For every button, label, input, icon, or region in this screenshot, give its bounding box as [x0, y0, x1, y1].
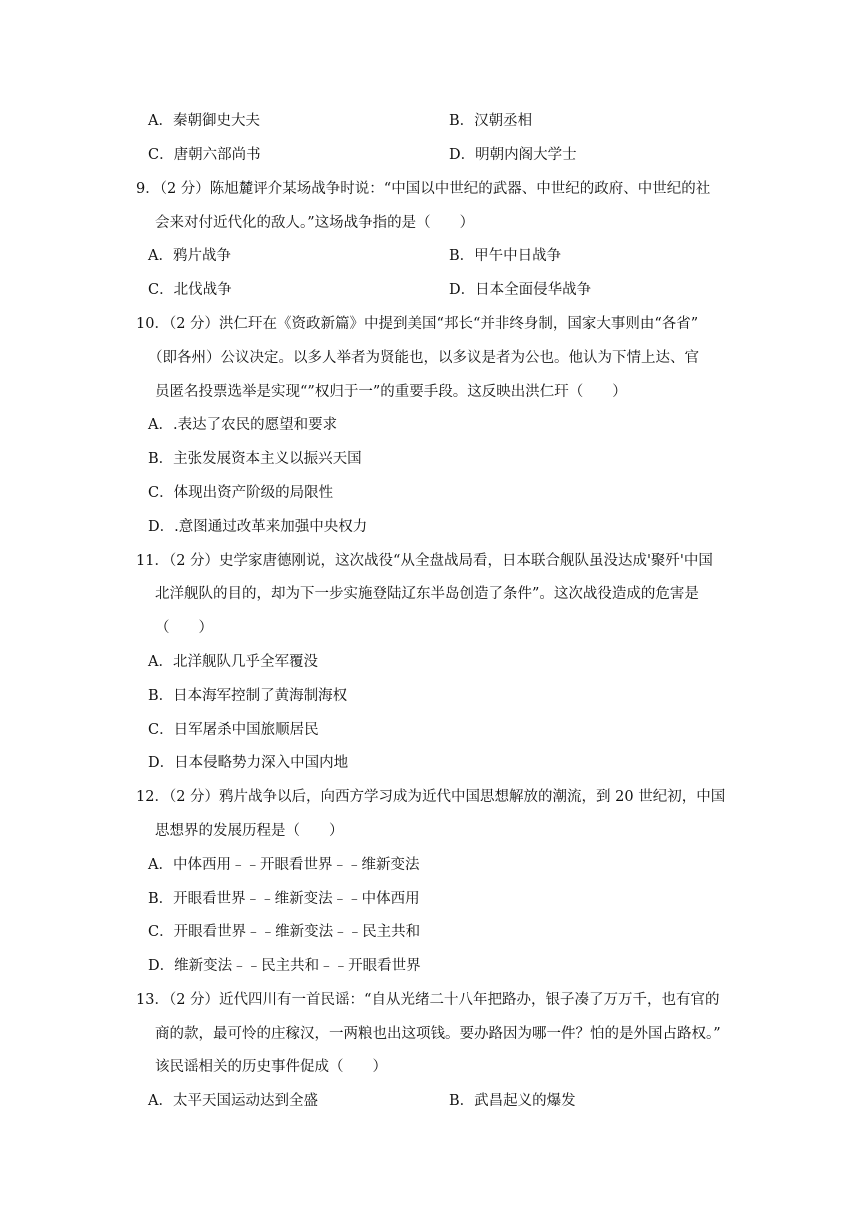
- q10-option-c: C．体现出资产阶级的局限性: [148, 485, 334, 501]
- q9-stem-line1: 9．（2 分）陈旭麓评介某场战争时说：“中国以中世纪的武器、中世纪的政府、中世纪的社: [136, 181, 711, 197]
- q8-option-c: C．唐朝六部尚书: [148, 147, 261, 163]
- q12-option-d: D．维新变法﹣﹣民主共和﹣﹣开眼看世界: [148, 958, 421, 974]
- q11-option-a: A．北洋舰队几乎全军覆没: [148, 654, 318, 670]
- q10-option-a: A．.表达了农民的愿望和要求: [148, 417, 338, 433]
- q11-option-d: D．日本侵略势力深入中国内地: [148, 755, 349, 771]
- q11-stem-line1: 11．（2 分）史学家唐德刚说，这次战役“从全盘战局看，日本联合舰队虽没达成'聚歼'中国: [136, 553, 713, 569]
- q9-option-c: C．北伐战争: [148, 282, 232, 298]
- q11-stem-line2: 北洋舰队的目的，却为下一步实施登陆辽东半岛创造了条件”。这次战役造成的危害是: [155, 586, 699, 602]
- q13-option-a: A．太平天国运动达到全盛: [148, 1093, 318, 1109]
- q13-stem-line3: 该民谣相关的历史事件促成（ ）: [155, 1059, 387, 1075]
- q9-stem-line2: 会来对付近代化的敌人。”这场战争指的是（ ）: [155, 215, 475, 231]
- q11-stem-line3: （ ）: [155, 620, 213, 636]
- q9-option-b: B．甲午中日战争: [449, 248, 562, 264]
- q10-stem-line3: 员匿名投票选举是实现“”权归于一”的重要手段。这反映出洪仁玕（ ）: [155, 384, 627, 400]
- q8-option-d: D．明朝内阁大学士: [449, 147, 577, 163]
- q12-stem-line1: 12．（2 分）鸦片战争以后，向西方学习成为近代中国思想解放的潮流，到 20 世纪初，中国: [136, 789, 726, 805]
- q12-option-c: C．开眼看世界﹣﹣维新变法﹣﹣民主共和: [148, 924, 421, 940]
- q8-option-b: B．汉朝丞相: [449, 113, 533, 129]
- q10-option-d: D．.意图通过改革来加强中央权力: [148, 519, 368, 535]
- q8-option-a: A．秦朝御史大夫: [148, 113, 260, 129]
- q11-option-c: C．日军屠杀中国旅顺居民: [148, 722, 319, 738]
- q9-option-d: D．日本全面侵华战争: [449, 282, 592, 298]
- q10-stem-line2: （即各州）公议决定。以多人举者为贤能也，以多议是者为公也。他认为下情上达、官: [148, 350, 699, 366]
- q13-stem-line1: 13．（2 分）近代四川有一首民谣：“自从光绪二十八年把路办，银子凑了万万千，也有官的: [136, 992, 720, 1008]
- q9-option-a: A．鸦片战争: [148, 248, 231, 264]
- q12-option-b: B．开眼看世界﹣﹣维新变法﹣﹣中体西用: [148, 891, 420, 907]
- q12-option-a: A．中体西用﹣﹣开眼看世界﹣﹣维新变法: [148, 857, 420, 873]
- q10-option-b: B．主张发展资本主义以振兴天国: [148, 451, 362, 467]
- q12-stem-line2: 思想界的发展历程是（ ）: [155, 823, 344, 839]
- q11-option-b: B．日本海军控制了黄海制海权: [148, 688, 348, 704]
- q13-option-b: B．武昌起义的爆发: [449, 1093, 576, 1109]
- q10-stem-line1: 10．（2 分）洪仁玕在《资政新篇》中提到美国“邦长“并非终身制，国家大事则由“各省”: [136, 316, 699, 332]
- q13-stem-line2: 商的款，最可怜的庄稼汉，一两粮也出这项钱。要办路因为哪一件？怕的是外国占路权。”: [155, 1026, 721, 1042]
